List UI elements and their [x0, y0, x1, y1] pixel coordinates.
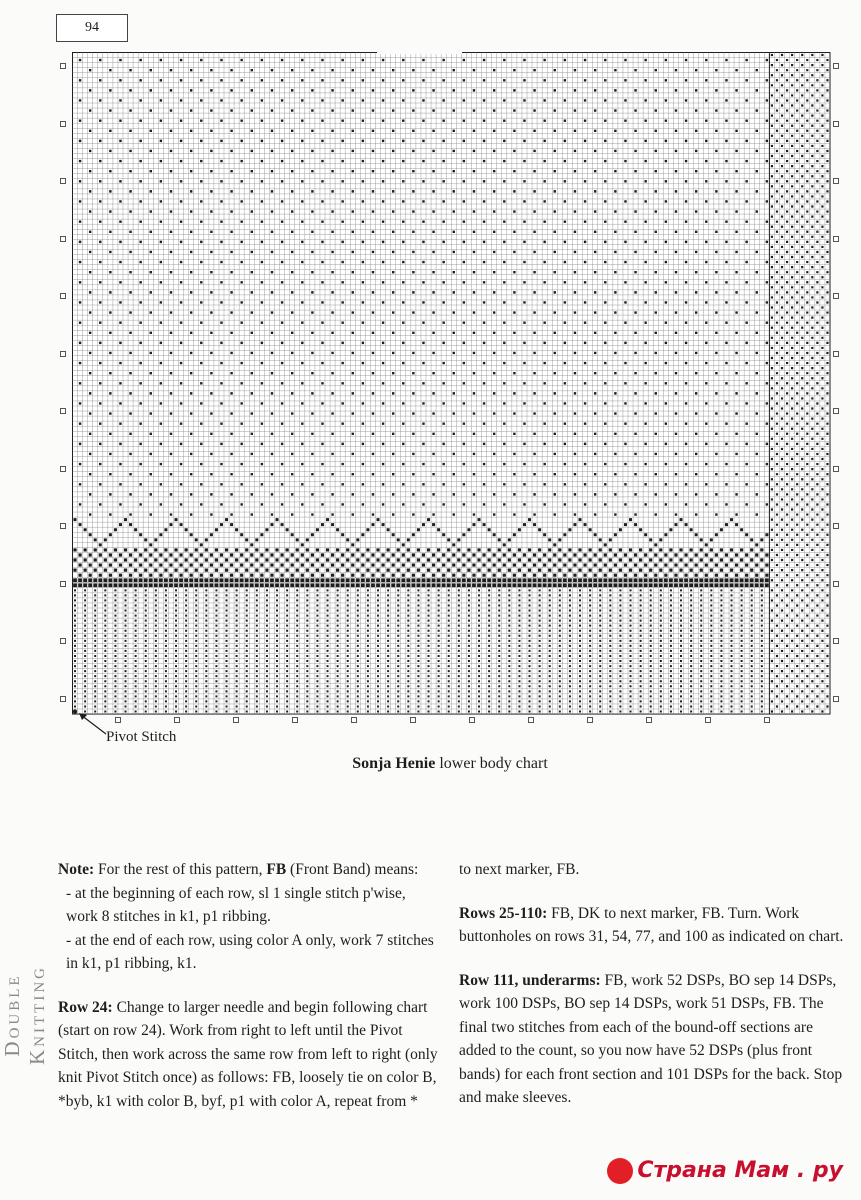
row-marker-icon	[833, 523, 839, 529]
rows25-label: Rows 25-110:	[459, 904, 548, 922]
row24-paragraph	[58, 996, 440, 1114]
watermark[interactable]	[607, 1158, 843, 1184]
row-marker-icon	[833, 293, 839, 299]
row-marker-icon	[351, 717, 357, 723]
side-running-title: Double Knitting	[0, 965, 49, 1065]
row-marker-icon	[60, 293, 66, 299]
row-marker-icon	[60, 638, 66, 644]
row-marker-icon	[60, 408, 66, 414]
row-marker-icon	[833, 63, 839, 69]
row-marker-icon	[410, 717, 416, 723]
rows25-paragraph	[459, 902, 844, 949]
row-marker-icon	[469, 717, 475, 723]
lower-body-chart	[72, 52, 832, 717]
row-marker-icon	[60, 63, 66, 69]
chart-top-gap	[377, 52, 462, 54]
rows25-text: FB, DK to next marker, FB. Turn. Work buttonholes on rows 31, 54, 77, and 100 as indicated on chart.	[459, 904, 844, 945]
row-marker-icon	[60, 178, 66, 184]
pivot-stitch-marker	[73, 709, 77, 713]
note-text-1: For the rest of this pattern,	[94, 861, 267, 878]
fb-term: FB	[266, 861, 287, 878]
row-marker-icon	[833, 466, 839, 472]
row24-label: Row 24:	[58, 998, 113, 1016]
row-marker-icon	[646, 717, 652, 723]
row-marker-icon	[60, 121, 66, 127]
pivot-arrow-icon	[78, 712, 108, 736]
row-marker-icon	[60, 523, 66, 529]
row-marker-icon	[60, 236, 66, 242]
row-marker-icon	[764, 717, 770, 723]
caption-text: lower body chart	[435, 755, 548, 772]
row-marker-icon	[115, 717, 121, 723]
row-marker-icon	[233, 717, 239, 723]
row-marker-icon	[60, 466, 66, 472]
row-marker-icon	[705, 717, 711, 723]
watermark-logo-icon	[607, 1158, 633, 1184]
row-marker-icon	[833, 696, 839, 702]
row-marker-icon	[833, 121, 839, 127]
row-marker-icon	[833, 408, 839, 414]
page-number: 94	[56, 14, 128, 42]
row24-text: Change to larger needle and begin following chart (start on row 24). Work from right to left until the Pivot Stitch, then work across the same row from left to right (only knit Pivot Stitch once) as follows: FB, loosely tie on color B, *byb, k1 with color B, byf, p1 with color A, repeat from *	[58, 998, 438, 1110]
row111-label: Row 111, underarms:	[459, 971, 601, 989]
pivot-stitch-label: Pivot Stitch	[106, 729, 177, 745]
row111-paragraph	[459, 969, 844, 1110]
row-marker-icon	[60, 696, 66, 702]
chart-caption	[0, 755, 861, 773]
note-item-2: - at the end of each row, using color A only, work 7 stitches in k1, p1 ribbing, k1.	[66, 931, 434, 972]
note-paragraph	[58, 858, 440, 882]
row-marker-icon	[292, 717, 298, 723]
row111-text: FB, work 52 DSPs, BO sep 14 DSPs, work 100 DSPs, BO sep 14 DSPs, work 51 DSPs, FB. The final two stitches from each of the bound-off sections are added to the count, so you now have 52 DSPs (plus front bands) for each front section and 101 DSPs for the back. Stop and make sleeves.	[459, 971, 843, 1106]
row-marker-icon	[60, 581, 66, 587]
row-marker-icon	[833, 351, 839, 357]
row24-continuation: to next marker, FB.	[459, 861, 580, 878]
row-marker-icon	[833, 178, 839, 184]
caption-title: Sonja Henie	[352, 755, 436, 772]
note-label: Note:	[58, 861, 95, 878]
row-marker-icon	[60, 351, 66, 357]
row-marker-icon	[528, 717, 534, 723]
text-column-right	[459, 858, 844, 1110]
note-item-1: - at the beginning of each row, sl 1 single stitch p'wise, work 8 stitches in k1, p1 ribbing.	[66, 884, 406, 925]
row-marker-icon	[587, 717, 593, 723]
note-text-2: (Front Band) means:	[286, 861, 419, 878]
row-marker-icon	[833, 638, 839, 644]
row-marker-icon	[833, 236, 839, 242]
row-marker-icon	[833, 581, 839, 587]
row-marker-icon	[174, 717, 180, 723]
text-column-left	[58, 858, 440, 1113]
watermark-text: Страна Мам . ру	[637, 1158, 843, 1183]
